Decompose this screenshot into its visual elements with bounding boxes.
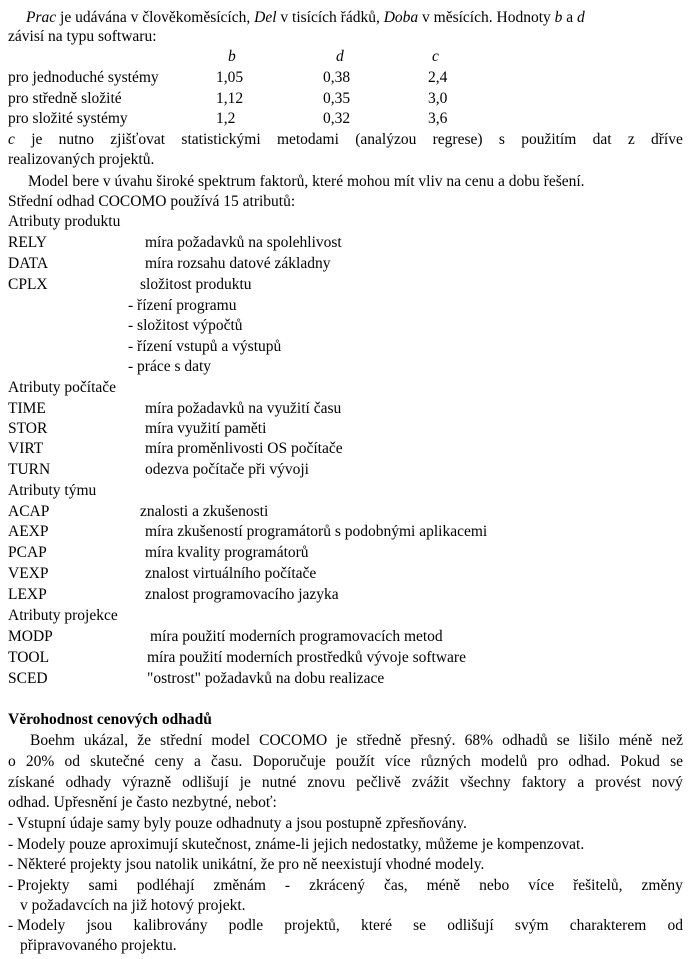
word: změnám	[213, 877, 266, 894]
intro-line-1	[26, 8, 585, 28]
word: řešitelů,	[573, 877, 623, 894]
word: o	[8, 753, 16, 770]
word: skutečné	[90, 753, 145, 770]
word: dříve	[651, 131, 683, 148]
word: provést	[595, 774, 641, 791]
attr-desc: míra využití paměti	[145, 420, 267, 437]
attr-desc: odezva počítače při vývoji	[145, 461, 309, 478]
word: různých	[420, 753, 471, 770]
cell-c: 2,4	[428, 69, 448, 86]
attr-desc: "ostrost" požadavků na dobu realizace	[147, 670, 385, 687]
cell-d: 0,35	[323, 90, 351, 107]
word: podléhají	[136, 877, 195, 894]
bullet-continuation: v požadavcích na již hotový projekt.	[20, 897, 246, 914]
attr-code: MODP	[8, 628, 53, 645]
attr-code: LEXP	[8, 586, 47, 603]
word: nový	[651, 774, 683, 791]
word: lišilo	[578, 732, 610, 749]
attr-code: CPLX	[8, 276, 48, 293]
bullet-continuation: připravovaného projektu.	[20, 937, 177, 954]
attr-code: VIRT	[8, 440, 44, 457]
word: času.	[211, 753, 243, 770]
c-note-line-1	[8, 130, 683, 150]
attr-desc: míra použití moderních prostředků vývoje software	[147, 649, 466, 666]
para-line	[8, 773, 683, 793]
word: faktory	[521, 774, 567, 791]
word: - Modely	[8, 917, 66, 934]
word: svým	[514, 917, 549, 934]
attr-desc: míra požadavků na spolehlivost	[145, 234, 342, 251]
word: nebo	[479, 877, 510, 894]
intro-text: v tisících řádků,	[276, 9, 384, 26]
attr-desc: znalosti a zkušenosti	[140, 503, 269, 520]
word: odlišují	[182, 774, 229, 791]
word: - Projekty	[8, 877, 70, 894]
cell-d: 0,32	[323, 110, 351, 127]
word: nutno	[58, 131, 94, 148]
term-c: c	[8, 131, 15, 148]
word: podle	[228, 917, 264, 934]
cell-b: 1,12	[216, 90, 244, 107]
cell-b: 1,2	[216, 110, 236, 127]
word: změny	[641, 877, 683, 894]
word: od	[667, 917, 683, 934]
section-title	[8, 710, 212, 730]
word: všechny	[459, 774, 511, 791]
bullet-item: - Modely pouze aproximují skutečnost, známe-li jejich nedostatky, můžeme je kompenzovat.	[8, 836, 585, 853]
intro-text: je udávána v člověkoměsících,	[56, 9, 255, 26]
word: zvážit	[411, 774, 449, 791]
intro-line-2: závisí na typu softwaru:	[8, 28, 157, 45]
heading-project-attributes: Atributy projekce	[8, 607, 118, 624]
word: a	[193, 753, 201, 770]
word: že	[137, 732, 151, 749]
cplx-sub-item: - řízení programu	[128, 297, 237, 314]
word: Pokud	[620, 753, 660, 770]
heading-computer-attributes: Atributy počítače	[8, 379, 117, 396]
attr-code: SCED	[8, 670, 48, 687]
model-para-line-1: Model bere v úvahu široké spektrum faktorů, které mohou mít vliv na cenu a dobu řešení.	[28, 173, 585, 190]
word: odhadů	[502, 732, 548, 749]
attr-code: AEXP	[8, 523, 49, 540]
word: z	[627, 131, 635, 148]
attr-code: ACAP	[8, 503, 50, 520]
term-prac: Prac	[26, 9, 57, 26]
word: získané	[8, 774, 55, 791]
word: nutné	[261, 774, 297, 791]
word: COCOMO	[259, 732, 328, 749]
word: 20%	[25, 753, 55, 770]
word: Boehm	[30, 732, 75, 749]
word: metodami	[276, 131, 339, 148]
row-label: pro složité systémy	[8, 110, 128, 127]
attr-code: STOR	[8, 420, 48, 437]
heading-team-attributes: Atributy týmu	[8, 482, 97, 499]
word: pečlivě	[356, 774, 401, 791]
attr-code: DATA	[8, 255, 49, 272]
word: odhad.	[568, 753, 611, 770]
word: se	[413, 917, 427, 934]
header-d: d	[336, 48, 344, 65]
attr-desc: míra použití moderních programovacích metod	[150, 628, 443, 645]
term-doba: Doba	[383, 9, 419, 26]
attr-desc: znalost programovacího jazyka	[145, 586, 339, 603]
word: sami	[88, 877, 118, 894]
term-d: d	[577, 9, 585, 26]
attr-desc: míra proměnlivosti OS počítače	[145, 440, 343, 457]
word: střední	[160, 732, 203, 749]
word: charakterem	[569, 917, 647, 934]
attr-code: RELY	[8, 234, 47, 251]
word: 68%	[464, 732, 493, 749]
cell-d: 0,38	[323, 69, 351, 86]
word: než	[661, 732, 683, 749]
word: -	[284, 877, 291, 894]
term-b: b	[554, 9, 563, 26]
bullet-item	[8, 916, 683, 936]
word: s	[498, 131, 505, 148]
cell-b: 1,05	[216, 69, 244, 86]
attr-desc: míra požadavků na využití času	[145, 400, 342, 417]
heading-product-attributes: Atributy produktu	[8, 213, 121, 230]
word: výrazně	[122, 774, 172, 791]
word: odlišují	[447, 917, 494, 934]
word: projektů,	[284, 917, 340, 934]
section-title-text: Věrohodnost cenových odhadů	[8, 711, 212, 728]
word: čas,	[383, 877, 408, 894]
word: použitím	[521, 131, 577, 148]
cell-c: 3,0	[428, 90, 448, 107]
para-line	[30, 731, 683, 751]
para-line: odhad. Upřesnění je často nezbytné, neboť:	[8, 794, 277, 811]
cell-c: 3,6	[428, 110, 448, 127]
word: zkrácený	[309, 877, 365, 894]
attr-code: TIME	[8, 400, 46, 417]
model-para-line-2: Střední odhad COCOMO používá 15 atributů:	[8, 193, 296, 210]
word: dat	[592, 131, 612, 148]
word: více	[384, 753, 411, 770]
term-del: Del	[254, 9, 277, 26]
attr-code: PCAP	[8, 544, 47, 561]
intro-text: v měsících. Hodnoty	[418, 9, 555, 26]
word: se	[556, 732, 570, 749]
word: přesný.	[410, 732, 456, 749]
word: regrese)	[432, 131, 483, 148]
word: model	[211, 732, 251, 749]
word: použít	[335, 753, 375, 770]
word: modelů	[480, 753, 528, 770]
word: ceny	[154, 753, 184, 770]
word: je	[336, 732, 348, 749]
cplx-sub-item: - práce s daty	[128, 358, 212, 375]
word: které	[360, 917, 392, 934]
word: (analýzou	[355, 131, 417, 148]
word: středně	[356, 732, 402, 749]
cplx-sub-item: - řízení vstupů a výstupů	[128, 338, 282, 355]
attr-desc: míra kvality programátorů	[145, 544, 309, 561]
header-b: b	[228, 48, 236, 65]
row-label: pro středně složité	[8, 90, 122, 107]
intro-text: a	[562, 9, 578, 26]
attr-desc: míra rozsahu datové základny	[145, 255, 331, 272]
word: pro	[537, 753, 559, 770]
attr-code: TURN	[8, 461, 51, 478]
word: kalibrovány	[133, 917, 208, 934]
word: je	[239, 774, 251, 791]
word: statistickými	[181, 131, 261, 148]
word: zjišťovat	[110, 131, 166, 148]
bullet-item: - Vstupní údaje samy byly pouze odhadnuty a jsou postupně zpřesňovány.	[8, 815, 467, 832]
word: od	[64, 753, 80, 770]
word: více	[528, 877, 555, 894]
attr-desc: složitost produktu	[140, 276, 252, 293]
word: odhady	[65, 774, 112, 791]
bullet-item	[8, 876, 683, 896]
bullet-item: - Některé projekty jsou natolik unikátní, že pro ně neexistují vhodné modely.	[8, 856, 485, 873]
word: Doporučuje	[252, 753, 326, 770]
word: méně	[426, 877, 461, 894]
attr-code: TOOL	[8, 649, 50, 666]
cplx-sub-item: - složitost výpočtů	[128, 317, 243, 334]
header-c: c	[432, 48, 439, 65]
word: a	[577, 774, 585, 791]
word: méně	[618, 732, 653, 749]
attr-code: VEXP	[8, 565, 49, 582]
attr-desc: znalost virtuálního počítače	[145, 565, 317, 582]
para-line	[8, 752, 683, 772]
word: ukázal,	[83, 732, 129, 749]
c-note-line-2: realizovaných projektů.	[8, 151, 155, 168]
row-label: pro jednoduché systémy	[8, 69, 159, 86]
word: se	[670, 753, 683, 770]
word: jsou	[86, 917, 113, 934]
word: je	[31, 131, 43, 148]
word: znovu	[307, 774, 346, 791]
attr-desc: míra zkušeností programátorů s podobnými aplikacemi	[145, 523, 488, 540]
